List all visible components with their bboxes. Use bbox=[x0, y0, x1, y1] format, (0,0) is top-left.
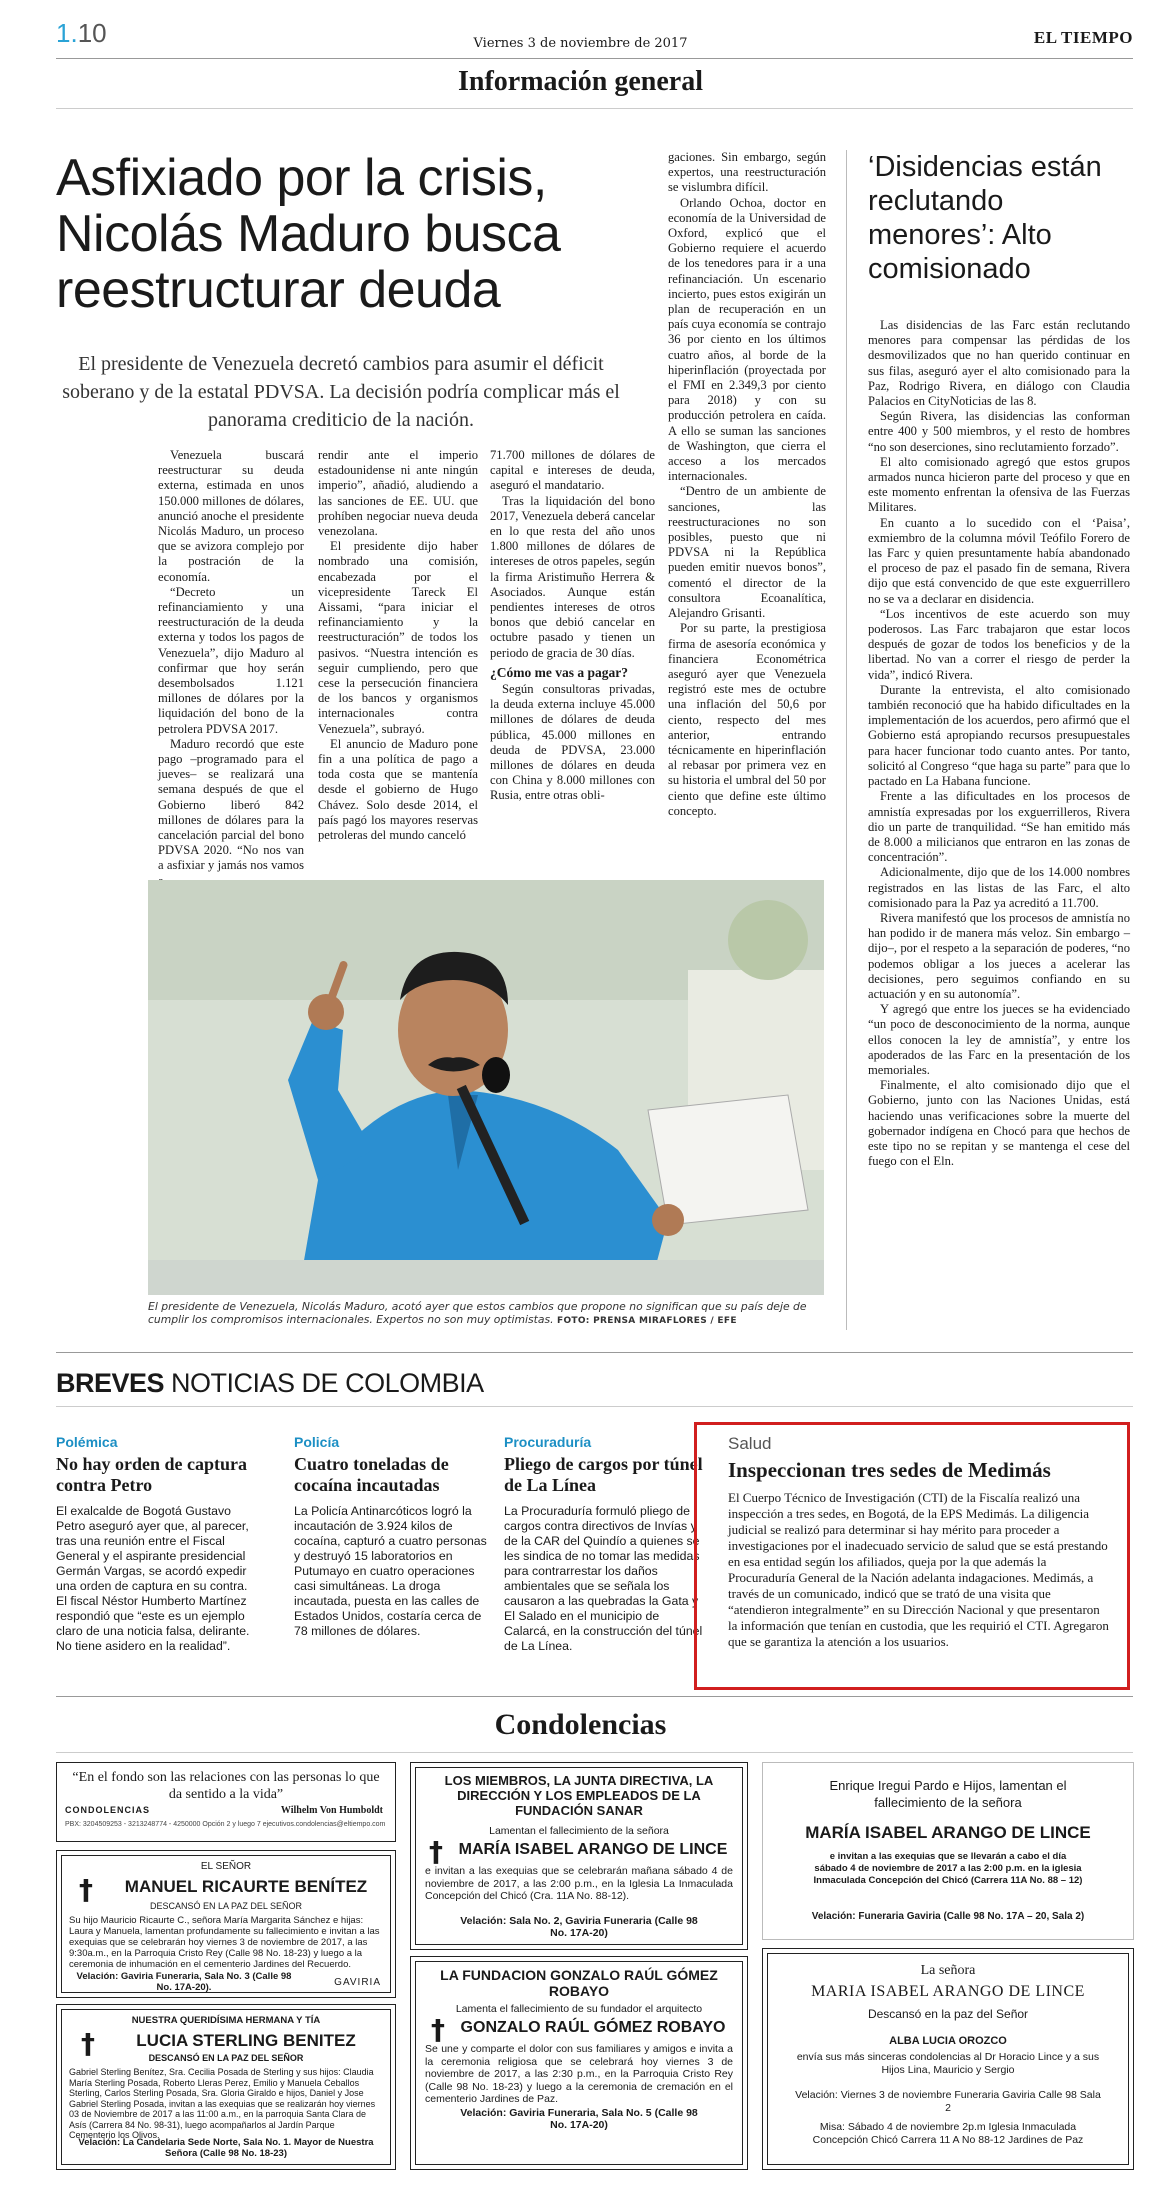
ad-contact: PBX: 3204509253 - 3213248774 - 4250000 Opción 2 y luego 7 ejecutivos.condolencias@eltiempo.com bbox=[65, 1821, 386, 1828]
paragraph: Durante la entrevista, el alto comisionado también reconoció que ha habido dificultades en la implementación de los acuerdos, pero afirmó que el Gobierno está apropiando recursos presupuestales para hacer funcionar todo cuanto antes. Por tanto, solicitó al Congreso “que haga su parte” para que lo pactado en La Habana funcione. bbox=[868, 682, 1130, 789]
article-column-2 bbox=[318, 448, 478, 843]
paragraph: Venezuela buscará reestructurar su deuda externa, estimada en unos 150.000 millones de dólares, anunció anoche el presidente Nicolás Maduro, un proceso que se avizora complejo por la postración de la economía. bbox=[158, 448, 304, 584]
header-rule bbox=[56, 58, 1133, 59]
notice-footer: Velación: Gaviria Funeraria, Sala No. 5 (Calle 98 No. 17A-20) bbox=[460, 2107, 698, 2131]
article-column-1 bbox=[158, 448, 304, 889]
ad-author: Wilhelm Von Humboldt bbox=[280, 1805, 383, 1816]
paragraph: Adicionalmente, dijo que de los 14.000 nombres registrados en las listas de las Farc, el alto comisionado para la Paz ya acreditó a 11.700. bbox=[868, 865, 1130, 910]
notice-body: Su hijo Mauricio Ricaurte C., señora María Margarita Sánchez e hijas: Laura y Manuela, lamentan profundamente su fallecimiento e invitan a las exequias que se celebrarán hoy viernes 3 de noviembre de 2017, a las 9:30a.m., en la Parroquia Cristo Rey (Calle 98 No. 18-23) y luego a la ceremonia de inhumación en el cementerio Jardines del Recuerdo. bbox=[69, 1915, 380, 1970]
notice-footer: Velación: Funeraria Gaviria (Calle 98 No. 17A – 20, Sala 2) bbox=[811, 1911, 1085, 1922]
breves-head-rule bbox=[56, 1406, 1133, 1407]
breve-category: Salud bbox=[728, 1434, 772, 1453]
cross-icon: † bbox=[429, 1835, 443, 1868]
notice-name: MANUEL RICAURTE BENÍTEZ bbox=[124, 1877, 368, 1896]
ad-label: CONDOLENCIAS bbox=[65, 1805, 151, 1815]
paragraph: Maduro recordó que este pago –programado para el jueves– se realizará una semana después de que el Gobierno liberó 842 millones de dólares para la cancelación parcial del bono PDVSA 2020. “No nos van a asfixiar y jamás nos vamos bbox=[158, 736, 304, 873]
notice-top: La señora bbox=[920, 1963, 976, 1978]
paragraph: Las disidencias de las Farc están reclutando menores para compensar las pérdidas de los desmovilizados que no han querido continuar en sus filas, aseguró ayer el alto comisionado para la Paz, Rodrigo Rivera, en diálogo con Claudia Palacios en CityNoticias de las 8. bbox=[868, 318, 1130, 409]
condolencias-rule-2 bbox=[56, 1752, 1133, 1753]
sidebar-divider bbox=[846, 150, 847, 1330]
notice-subtitle: Lamenta el fallecimiento de su fundador el arquitecto bbox=[455, 2003, 703, 2015]
maduro-photo bbox=[148, 880, 824, 1295]
breve-title: Pliego de cargos por túnel de La Línea bbox=[504, 1454, 703, 1495]
notice-name: MARÍA ISABEL ARANGO DE LINCE bbox=[458, 1841, 728, 1858]
notice-subtitle: DESCANSÓ EN LA PAZ DEL SEÑOR bbox=[149, 1901, 303, 1911]
breve-text: El Cuerpo Técnico de Investigación (CTI) de la Fiscalía realizó una inspección a tres sedes, en Bogotá, de la EPS Medimás. La diligencia judicial se realizó para determinar si hay mérito para proceder a investigaciones por el inadecuado servicio de salud que se está prestando en esa entidad según los afiliados, queja por la que además la Procuraduría General de la Nación adelanta indagaciones. Medimás, a través de un comunicado, indicó que se trató de una visita que “atendieron integralmente” en su Dirección Nacional y que presentaron la información que tenían en custodia, que les requirió el CTI. Agregaron que se garantiza la atención a los usuarios. bbox=[728, 1490, 1109, 1649]
funeral-logo: GAVIRIA bbox=[334, 1977, 381, 1988]
condolencias-ad bbox=[56, 1762, 396, 1842]
notice-top: LA FUNDACION GONZALO RAÚL GÓMEZ ROBAYO bbox=[440, 1967, 718, 1999]
breve-text: La Procuraduría formuló pliego de cargos contra directivos de Invías y de la CAR del Quindío a quienes se les sindica de no tomar las medidas para contrarrestar los daños ambientales que se señala los causaron a las quebradas la Gata y El Salado en el municipio de Calarcá, en la construcción del túnel de La Línea. bbox=[504, 1504, 703, 1653]
breve-category: Policía bbox=[294, 1434, 340, 1450]
breve-title: Cuatro toneladas de cocaína incautadas bbox=[294, 1454, 449, 1495]
breve-category: Polémica bbox=[56, 1434, 118, 1450]
breves-top-rule bbox=[56, 1352, 1133, 1353]
notice-subtitle: DESCANSÓ EN LA PAZ DEL SEÑOR bbox=[148, 2053, 304, 2063]
paragraph: El alto comisionado agregó que estos grupos armados nunca hicieron parte del proceso y que en este momento enfrentan la ofensiva de las Fuerzas Militares. bbox=[868, 454, 1130, 515]
condolence-notice bbox=[762, 1762, 1134, 1940]
breve-item bbox=[294, 1434, 494, 1639]
paragraph: Finalmente, el alto comisionado dijo que el Gobierno, junto con las Naciones Unidas, está haciendo unas verificaciones sobre la muerte del gobernador indígena en Chocó para que hechos de este tipo no se repitan y se mantenga el cese del fuego con el Eln. bbox=[868, 1078, 1130, 1169]
paragraph: Rivera manifestó que los procesos de amnistía no han podido ir de manera más veloz. Sin embargo –dijo–, por el respeto a la separación de poderes, “no podemos obligar a los jueces a acelerar las decisiones, pero seguimos confiando en su actuación y en su autonomía”. bbox=[868, 910, 1130, 1001]
condolencias-title: Condolencias bbox=[494, 1708, 667, 1741]
notice-name: MARIA ISABEL ARANGO DE LINCE bbox=[811, 1983, 1085, 2000]
paragraph: En cuanto a lo sucedido con el ‘Paisa’, exmiembro de la columna móvil Teófilo Forero de las Farc y quien presuntamente había abandonado el proceso de paz el pasado fin de semana, Rivera dijo que está convencido de que este exguerrillero no se va a declarar en disidencia. bbox=[868, 515, 1130, 606]
cross-icon: † bbox=[79, 1873, 93, 1906]
condolence-notice bbox=[56, 1850, 396, 1998]
breve-item bbox=[504, 1434, 704, 1654]
notice-velacion: Velación: Viernes 3 de noviembre Funeraria Gaviria Calle 98 Sala 2 bbox=[795, 2089, 1101, 2114]
ad-quote: “En el fondo son las relaciones con las personas lo que da sentido a la vida” bbox=[72, 1770, 380, 1802]
article-headline: Asfixiado por la crisis, Nicolás Maduro busca reestructurar deuda bbox=[56, 149, 561, 319]
section-title: Información general bbox=[458, 66, 703, 97]
notice-name: MARÍA ISABEL ARANGO DE LINCE bbox=[805, 1823, 1091, 1842]
notice-body: envía sus más sinceras condolencias al Dr Horacio Lince y a sus Hijos Lina, Mauricio y Sergio bbox=[796, 2051, 1100, 2076]
paragraph: Tras la liquidación del bono 2017, Venezuela deberá cancelar en lo que resta del año unos 1.800 millones de dólares de intereses de otros papeles, según la firma Aristimuño Herrera & Asociados. Aunque están pendientes intereses de otros bonos que debió cancelar en octubre pasado y tienen un periodo de gracia de 30 días. bbox=[490, 493, 655, 660]
notice-name: GONZALO RAÚL GÓMEZ ROBAYO bbox=[460, 2019, 726, 2036]
breve-category: Procuraduría bbox=[504, 1434, 592, 1450]
paragraph: “Dentro de un ambiente de sanciones, las reestructuraciones no son posibles, puesto que ni PDVSA ni la República pueden emitir nuevos bonos”, comentó el director de la consultora Ecoanalítica, Alejandro Grisanti. bbox=[668, 484, 826, 621]
notice-body: Gabriel Sterling Benítez, Sra. Cecilia Posada de Sterling y sus hijos: Claudia María Sterling Posada, Roberto Lleras Perez, Emilio y Manuela Ceballos Sterling, Carlos Sterling Posada, Sra. Gloria Giraldo e hijos, Daniel y Jose Gabriel Sterling Posada, invitan a las exequias que se realizarán hoy viernes 03 de Noviembre de 2017 a las 11:00 a.m., en la parroquia Santa Clara de Asís (Carrera 84 No. 98-31), luego acompañarlos al Jardín Parque Cementerio los Olivos. bbox=[69, 2067, 376, 2140]
condolence-notice bbox=[410, 1762, 748, 1950]
breve-title: Inspeccionan tres sedes de Medimás bbox=[728, 1458, 1051, 1482]
article-column-4 bbox=[668, 150, 826, 819]
photo-credit: FOTO: PRENSA MIRAFLORES / EFE bbox=[557, 1316, 737, 1326]
paragraph: Según consultoras privadas, la deuda externa incluye 45.000 millones de dólares de deuda pública, 45.000 millones en deuda de PDVSA, 23.000 millones de dólares en deuda con China y 8.000 millones con Rusia, entre otras obli- bbox=[490, 682, 655, 803]
breve-item bbox=[56, 1434, 256, 1654]
notice-name: LUCIA STERLING BENITEZ bbox=[136, 2031, 356, 2050]
page-number: 1.10 bbox=[56, 18, 107, 48]
notice-body: e invitan a las exequias que se celebrarán mañana sábado 4 de noviembre de 2017, a las 2:00 p.m., en la Iglesia La Inmaculada Concepción del Chicó (Cra. 11A No. 88-12). bbox=[425, 1865, 733, 1902]
paragraph: Y agregó que entre los jueces se ha evidenciado “un poco de desconocimiento de la norma, aunque ellos conocen la ley de amnistía”, y entre los apoderados de las Farc en la presentación de los memoriales. bbox=[868, 1002, 1130, 1077]
notice-body: Se une y comparte el dolor con sus familiares y amigos e invita a la ceremonia religiosa que se celebrará hoy viernes 3 de noviembre de 2017, a las 2:30 p.m., en la Parroquia Cristo Rey (Calle 98 No. 18-23) y luego a la ceremonia de cremación en el cementerio Jardines de Paz. bbox=[425, 2043, 733, 2105]
article-lead: El presidente de Venezuela decretó cambios para asumir el déficit soberano y de la estatal PDVSA. La decisión podría complicar más el panorama crediticio de la nación. bbox=[62, 353, 620, 431]
condolence-notice bbox=[56, 2004, 396, 2170]
paragraph: El anuncio de Maduro pone fin a una política de pago a toda costa que se mantenía desde el gobierno de Hugo Chávez. Solo desde 2014, el país pagó los mayores reservas petroleras del mundo canceló bbox=[318, 736, 478, 843]
section-rule bbox=[56, 108, 1133, 109]
paragraph: gaciones. Sin embargo, según expertos, una reestructuración se vislumbra difícil. bbox=[668, 150, 826, 195]
newspaper-name: EL TIEMPO bbox=[1033, 28, 1133, 47]
notice-misa: Misa: Sábado 4 de noviembre 2p.m Iglesia Inmaculada Concepción Chicó Carrera 11 A No 88-12 Jardines de Paz bbox=[812, 2121, 1084, 2146]
subheading: ¿Cómo me vas a pagar? bbox=[490, 664, 628, 680]
notice-footer: Velación: Gaviria Funeraria, Sala No. 3 (Calle 98 No. 17A-20). bbox=[76, 1971, 292, 1993]
paragraph: “Decreto un refinanciamiento y una reestructuración de la deuda externa y todos los pagos de Venezuela”, dijo Maduro al confirmar que hoy serán desembolsados 1.121 millones de dólares por la liquidación del bono de la petrolera PDVSA 2017. bbox=[158, 584, 304, 736]
cross-icon: † bbox=[431, 2013, 445, 2046]
notice-top: NUESTRA QUERIDÍSIMA HERMANA Y TÍA bbox=[131, 2015, 321, 2026]
paragraph: El presidente dijo haber nombrado una comisión, encabezada por el vicepresidente Tareck El Aissami, “para iniciar el refinanciamiento y la reestructuración” de todos los pasivos. “Nuestra intención es seguir cumpliendo, pero que cese la persecución financiera de los bancos y organismos internacionales contra Venezuela”, subrayó. bbox=[318, 539, 478, 736]
paragraph: Por su parte, la prestigiosa firma de asesoría económica y financiera Econométrica aseguró ayer que Venezuela registró este mes de octubre una inflación del 50,6 por ciento, respecto del mes anterior, entrando técnicamente en hiperinflación al rebasar por primera vez en su historia el umbral del 50 por ciento que define este último concepto. bbox=[668, 621, 826, 818]
paragraph: 71.700 millones de dólares de capital e intereses de deuda, aseguró el mandatario. bbox=[490, 448, 655, 493]
notice-sender: ALBA LUCIA OROZCO bbox=[889, 2035, 1007, 2047]
breves-heading: BREVES NOTICIAS DE COLOMBIA bbox=[56, 1368, 484, 1398]
condolence-notice bbox=[762, 1948, 1134, 2170]
notice-body: e invitan a las exequias que se llevarán a cabo el día sábado 4 de noviembre de 2017 a las 2:00 p.m. en la iglesia Inmaculada Concepción del Chicó (Carrera 11A No. 88 – 12) bbox=[813, 1851, 1083, 1886]
paragraph: “Los incentivos de este acuerdo son muy poderosos. Las Farc trabajaron que estar locos después de gozar de todos los beneficios y de la libertad. No van a correr el riesgo de perder la vida”, indicó Rivera. bbox=[868, 606, 1130, 682]
sidebar-text bbox=[868, 318, 1130, 1169]
notice-subtitle: Descansó en la paz del Señor bbox=[867, 2007, 1029, 2021]
cross-icon: † bbox=[81, 2027, 95, 2060]
paragraph: Frente a las dificultades en los procesos de amnistía expresadas por los exguerrilleros, Rivera dio un parte de tranquilidad. “Se han emitido más de 8.000 a milicianos que entraron en las zonas de concentración”. bbox=[868, 789, 1130, 865]
photo-caption: El presidente de Venezuela, Nicolás Maduro, acotó ayer que estos cambios que propone no significan que su país deje de cumplir los compromisos internacionales. Expertos no son muy optimistas. FOTO: PRENSA MIRAFLORES / EFE bbox=[148, 1300, 807, 1326]
article-photo bbox=[148, 880, 824, 1295]
paragraph: Según Rivera, las disidencias las conforman entre 400 y 500 miembros, y el resto de hombres “no son deserciones, sino reclutamiento forzado”. bbox=[868, 409, 1130, 454]
notice-footer: Velación: La Candelaria Sede Norte, Sala No. 1. Mayor de Nuestra Señora (Calle 98 No. 18-23) bbox=[78, 2137, 374, 2159]
notice-top: LOS MIEMBROS, LA JUNTA DIRECTIVA, LA DIRECCIÓN Y LOS EMPLEADOS DE LA FUNDACIÓN SANAR bbox=[444, 1773, 714, 1818]
paragraph: rendir ante el imperio estadounidense ni ante ningún imperio”, añadió, aludiendo a las sanciones de EE. UU. que prohíben negociar nueva deuda venezolana. bbox=[318, 448, 478, 539]
notice-footer: Velación: Sala No. 2, Gaviria Funeraria (Calle 98 No. 17A-20) bbox=[460, 1915, 698, 1939]
notice-subtitle: Lamentan el fallecimiento de la señora bbox=[489, 1825, 669, 1837]
issue-date: Viernes 3 de noviembre de 2017 bbox=[473, 36, 688, 51]
breve-text: La Policía Antinarcóticos logró la incautación de 3.924 kilos de cocaína, capturó a cuatro personas y destruyó 15 laboratorios en Putumayo en cuatro operaciones casi simultáneas. La droga incautada, puesta en las calles de Estados Unidos, costaría cerca de 78 millones de dólares. bbox=[294, 1504, 487, 1638]
article-column-3 bbox=[490, 448, 655, 804]
notice-top: EL SEÑOR bbox=[200, 1861, 252, 1872]
breve-title: No hay orden de captura contra Petro bbox=[56, 1454, 248, 1495]
condolencias-rule bbox=[56, 1696, 1133, 1697]
notice-top: Enrique Iregui Pardo e Hijos, lamentan el fallecimiento de la señora bbox=[829, 1778, 1067, 1810]
sidebar-headline: ‘Disidencias están reclutando menores’: Alto comisionado bbox=[868, 151, 1102, 285]
paragraph: Orlando Ochoa, doctor en economía de la Universidad de Oxford, explicó que el Gobierno requiere el acuerdo de los tenedores para ir a una refinanciación. Un escenario incierto, pues estos exigirán un plan de recuperación en un país cuya economía se contrajo 36 por ciento en los últimos cuatro años, al borde de la hiperinflación (proyectada por el FMI en 2.349,3 por ciento para 2018) y con su producción petrolera en caída. A ello se suman las sanciones de Washington, que cierra el acceso a los mercados internacionales. bbox=[668, 195, 826, 484]
condolence-notice bbox=[410, 1956, 748, 2170]
breve-text: El exalcalde de Bogotá Gustavo Petro aseguró ayer que, al parecer, tras una reunión entre el Fiscal General y el aspirante presidencial Germán Vargas, se acordó expedir una orden de captura en su contra. El fiscal Néstor Humberto Martínez respondió que “este es un ejemplo claro de una noticia falsa, delirante. No tiene asidero en la realidad”. bbox=[56, 1504, 250, 1653]
